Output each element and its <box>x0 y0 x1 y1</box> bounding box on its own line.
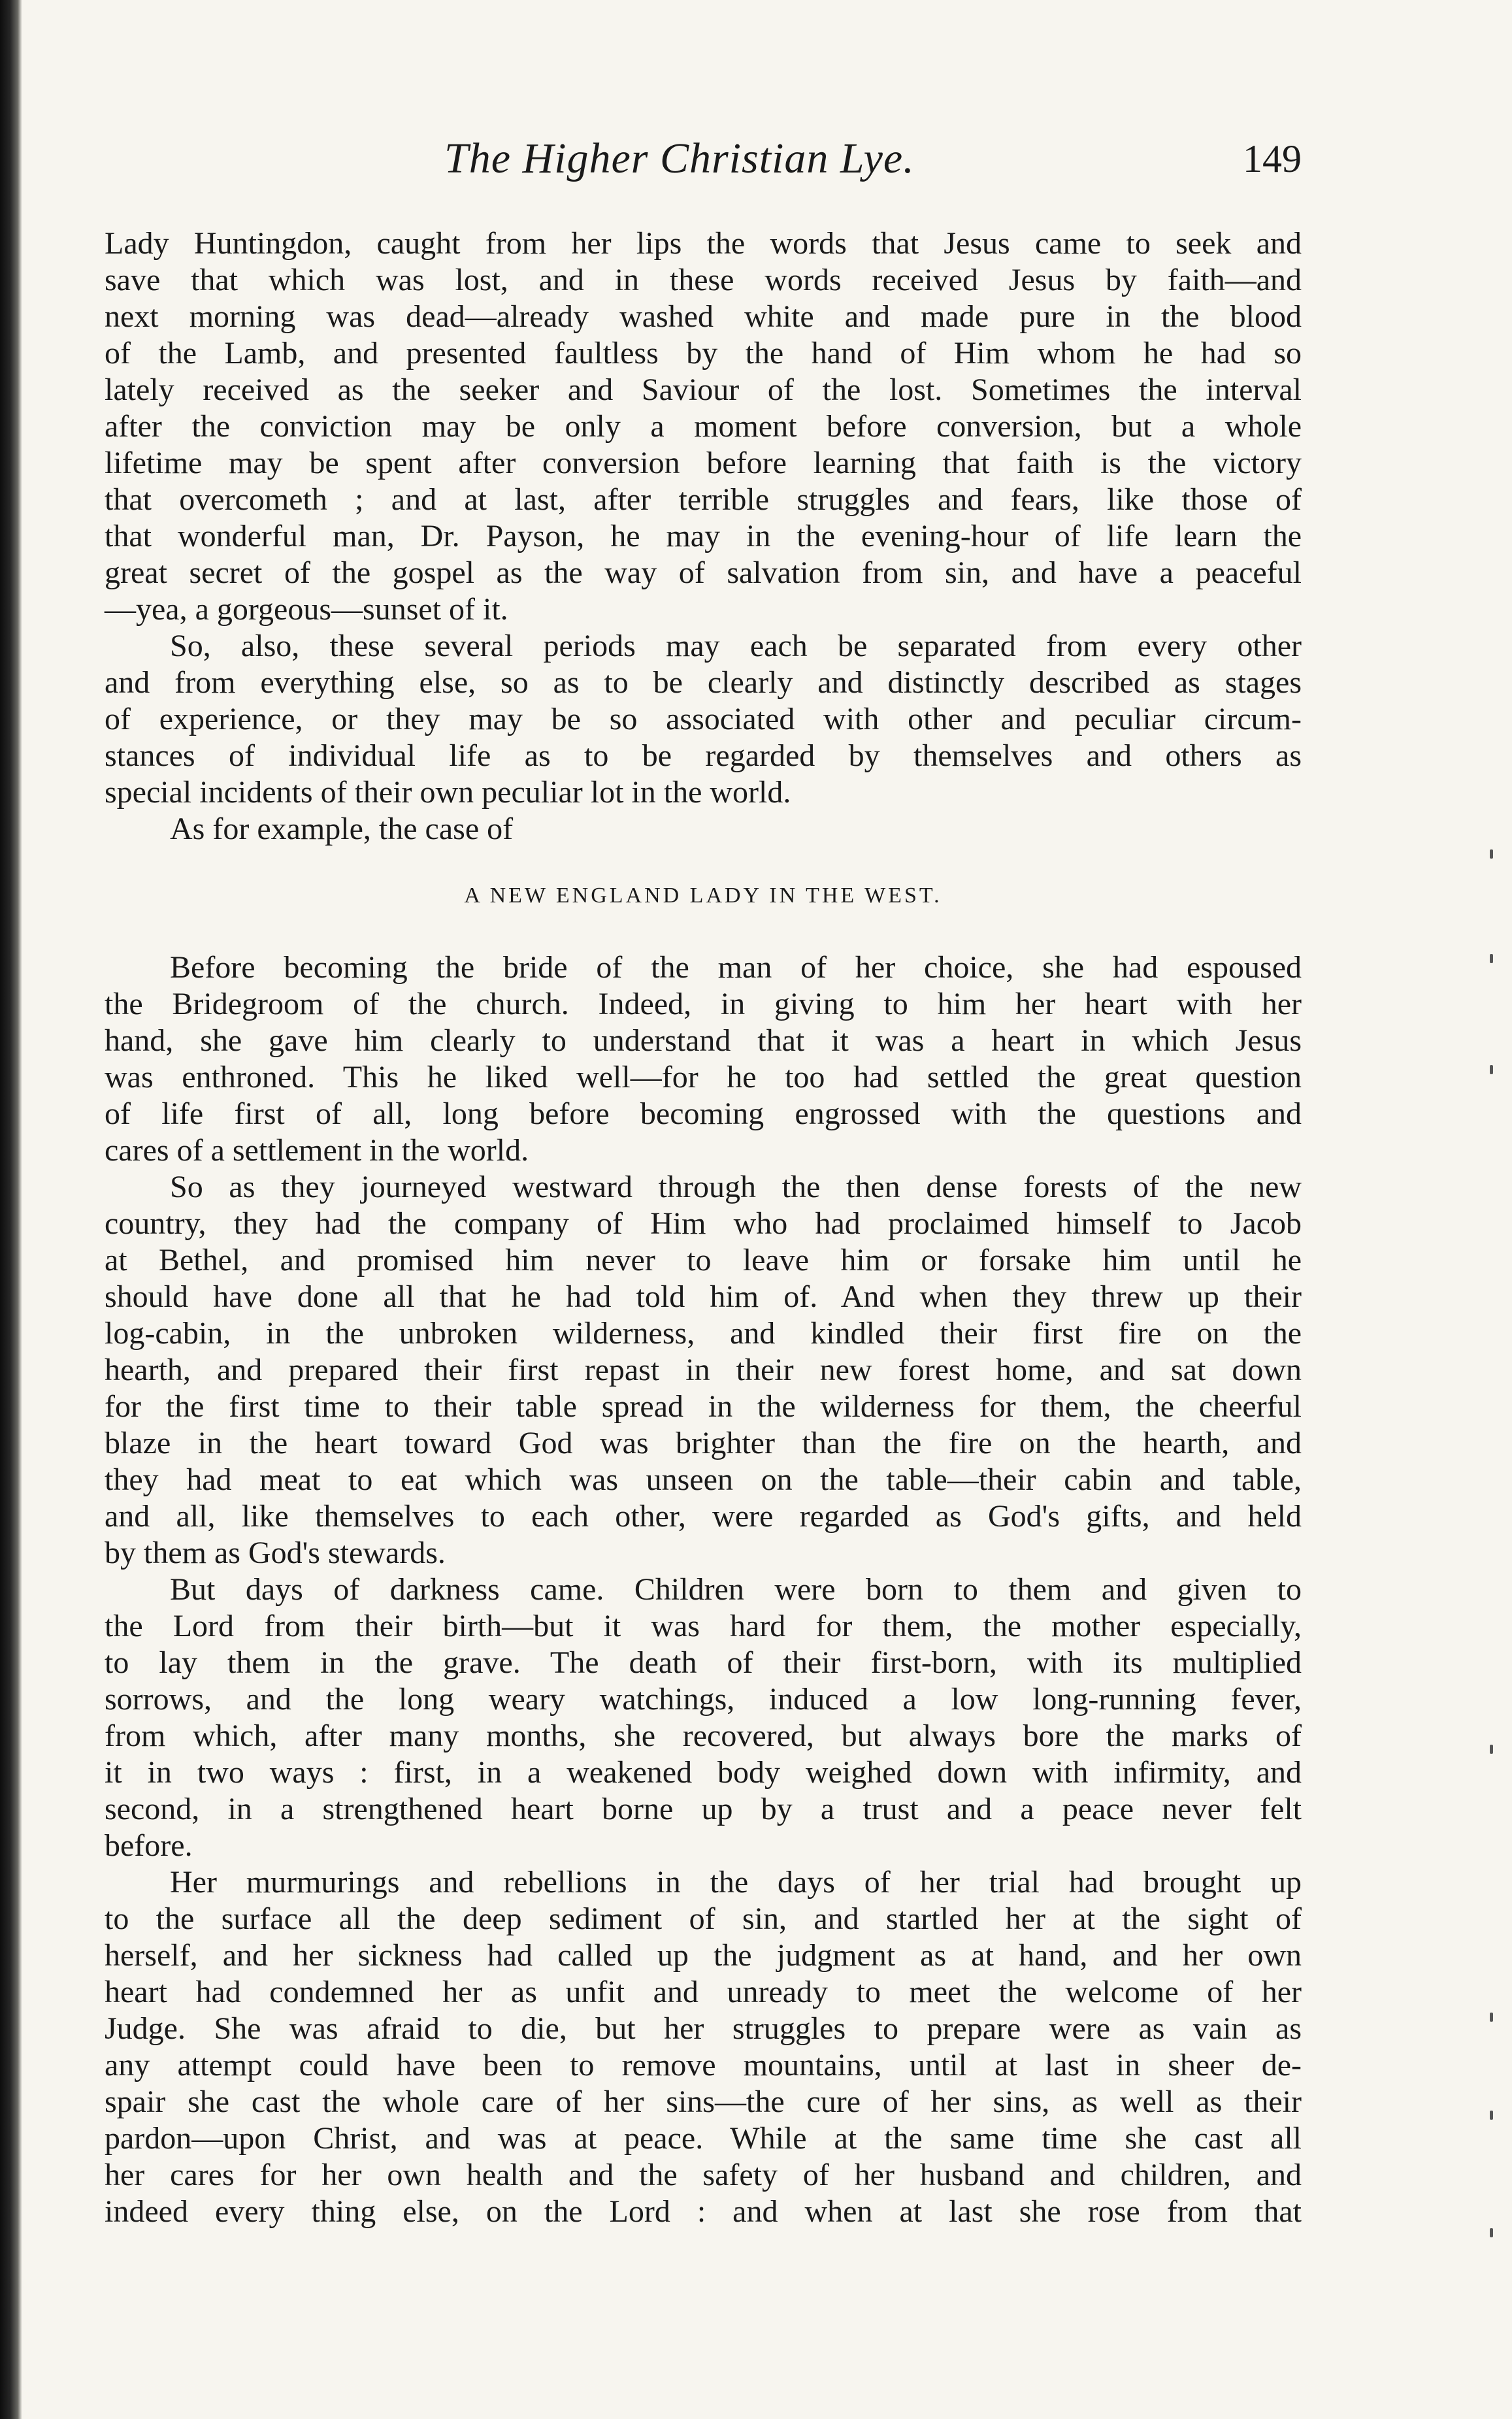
text-line: country, they had the company of Him who had proclaimed himself to Jacob <box>105 1206 1302 1241</box>
text-line: indeed every thing else, on the Lord : and when at last she rose from that <box>105 2194 1302 2229</box>
page-number: 149 <box>1243 137 1302 180</box>
text-line: special incidents of their own peculiar lot in the world. <box>105 775 791 810</box>
text-line: —yea, a gorgeous—sunset of it. <box>105 592 508 627</box>
text-line: from which, after many months, she recovered, but always bore the marks of <box>105 1719 1302 1753</box>
text-line: the Bridegroom of the church. Indeed, in giving to him her heart with her <box>105 987 1302 1021</box>
paragraph-continuation <box>105 225 1302 628</box>
text-line: the Lord from their birth—but it was hard for them, the mother especially, <box>105 1609 1302 1643</box>
text-line: hand, she gave him clearly to understand that it was a heart in which Jesus <box>105 1023 1302 1058</box>
text-line: of the Lamb, and presented faultless by the hand of Him whom he had so <box>105 336 1302 370</box>
text-line: by them as God's stewards. <box>105 1536 446 1570</box>
section-heading: A NEW ENGLAND LADY IN THE WEST. <box>464 883 942 908</box>
body-text <box>105 225 1302 2230</box>
page-header <box>105 134 1302 186</box>
paragraph-murmurings <box>105 1864 1302 2230</box>
text-line: before. <box>105 1828 193 1863</box>
margin-specks <box>1490 849 1500 2287</box>
text-line: to lay them in the grave. The death of their first-born, with its multiplied <box>105 1645 1302 1680</box>
text-line: lifetime may be spent after conversion before learning that faith is the victory <box>105 446 1302 480</box>
paragraph-periods <box>105 628 1302 811</box>
text-line: next morning was dead—already washed white and made pure in the blood <box>105 299 1302 334</box>
text-line: her cares for her own health and the safety of her husband and children, and <box>105 2158 1302 2192</box>
paragraph-example <box>105 811 1302 847</box>
text-line: should have done all that he had told him of. And when they threw up their <box>105 1279 1302 1314</box>
running-title: The Higher Christian Lye. <box>444 135 915 182</box>
text-line: at Bethel, and promised him never to leave him or forsake him until he <box>105 1243 1302 1277</box>
text-line: Judge. She was afraid to die, but her struggles to prepare were as vain as <box>105 2011 1302 2046</box>
text-line: they had meat to eat which was unseen on the table—their cabin and table, <box>105 1462 1302 1497</box>
text-line: spair she cast the whole care of her sins—the cure of her sins, as well as their <box>105 2084 1302 2119</box>
scan-speck <box>1490 2111 1493 2120</box>
text-line: was enthroned. This he liked well—for he too had settled the great question <box>105 1060 1302 1094</box>
text-line: So, also, these several periods may each be separated from every other <box>170 629 1302 663</box>
text-line: that overcometh ; and at last, after terrible struggles and fears, like those of <box>105 482 1302 517</box>
text-line: Lady Huntingdon, caught from her lips the words that Jesus came to seek and <box>105 226 1302 261</box>
text-line: after the conviction may be only a moment before conversion, but a whole <box>105 409 1302 444</box>
text-line: So as they journeyed westward through the then dense forests of the new <box>170 1170 1302 1204</box>
book-binding-edge <box>0 0 22 2419</box>
text-line: save that which was lost, and in these words received Jesus by faith—and <box>105 263 1302 297</box>
text-line: and all, like themselves to each other, were regarded as God's gifts, and held <box>105 1499 1302 1534</box>
text-line: to the surface all the deep sediment of sin, and startled her at the sight of <box>105 1901 1302 1936</box>
text-line: that wonderful man, Dr. Payson, he may in the evening-hour of life learn the <box>105 519 1302 553</box>
text-line: herself, and her sickness had called up the judgment as at hand, and her own <box>105 1938 1302 1973</box>
text-line: hearth, and prepared their first repast in their new forest home, and sat down <box>105 1353 1302 1387</box>
text-line: blaze in the heart toward God was brighter than the fire on the hearth, and <box>105 1426 1302 1460</box>
text-line: Before becoming the bride of the man of her choice, she had espoused <box>170 950 1302 985</box>
text-line: pardon—upon Christ, and was at peace. While at the same time she cast all <box>105 2121 1302 2156</box>
text-line: of experience, or they may be so associated with other and peculiar circum- <box>105 702 1302 736</box>
scan-speck <box>1490 2228 1493 2237</box>
text-line: for the first time to their table spread in the wilderness for them, the cheerful <box>105 1389 1302 1424</box>
text-line: As for example, the case of <box>170 812 514 846</box>
paragraph-journey <box>105 1169 1302 1572</box>
text-line: and from everything else, so as to be clearly and distinctly described as stages <box>105 665 1302 700</box>
text-line: Her murmurings and rebellions in the days of her trial had brought up <box>170 1865 1302 1900</box>
text-line: log-cabin, in the unbroken wilderness, and kindled their first fire on the <box>105 1316 1302 1351</box>
text-line: cares of a settlement in the world. <box>105 1133 529 1168</box>
text-line: lately received as the seeker and Saviour of the lost. Sometimes the interval <box>105 372 1302 407</box>
text-line: heart had condemned her as unfit and unready to meet the welcome of her <box>105 1975 1302 2009</box>
text-line: stances of individual life as to be regarded by themselves and others as <box>105 738 1302 773</box>
text-line: second, in a strengthened heart borne up by a trust and a peace never felt <box>105 1792 1302 1826</box>
scan-speck <box>1490 2013 1493 2022</box>
paragraph-darkness <box>105 1572 1302 1864</box>
text-line: But days of darkness came. Children were born to them and given to <box>170 1572 1302 1607</box>
scan-speck <box>1490 1065 1493 1074</box>
scan-speck <box>1490 1745 1493 1754</box>
paragraph-bride <box>105 949 1302 1169</box>
scan-speck <box>1490 849 1493 859</box>
scan-speck <box>1490 954 1493 963</box>
text-line: it in two ways : first, in a weakened body weighed down with infirmity, and <box>105 1755 1302 1790</box>
text-line: any attempt could have been to remove mountains, until at last in sheer de- <box>105 2048 1302 2082</box>
text-line: sorrows, and the long weary watchings, induced a low long-running fever, <box>105 1682 1302 1717</box>
text-line: of life first of all, long before becoming engrossed with the questions and <box>105 1096 1302 1131</box>
text-line: great secret of the gospel as the way of salvation from sin, and have a peaceful <box>105 555 1302 590</box>
